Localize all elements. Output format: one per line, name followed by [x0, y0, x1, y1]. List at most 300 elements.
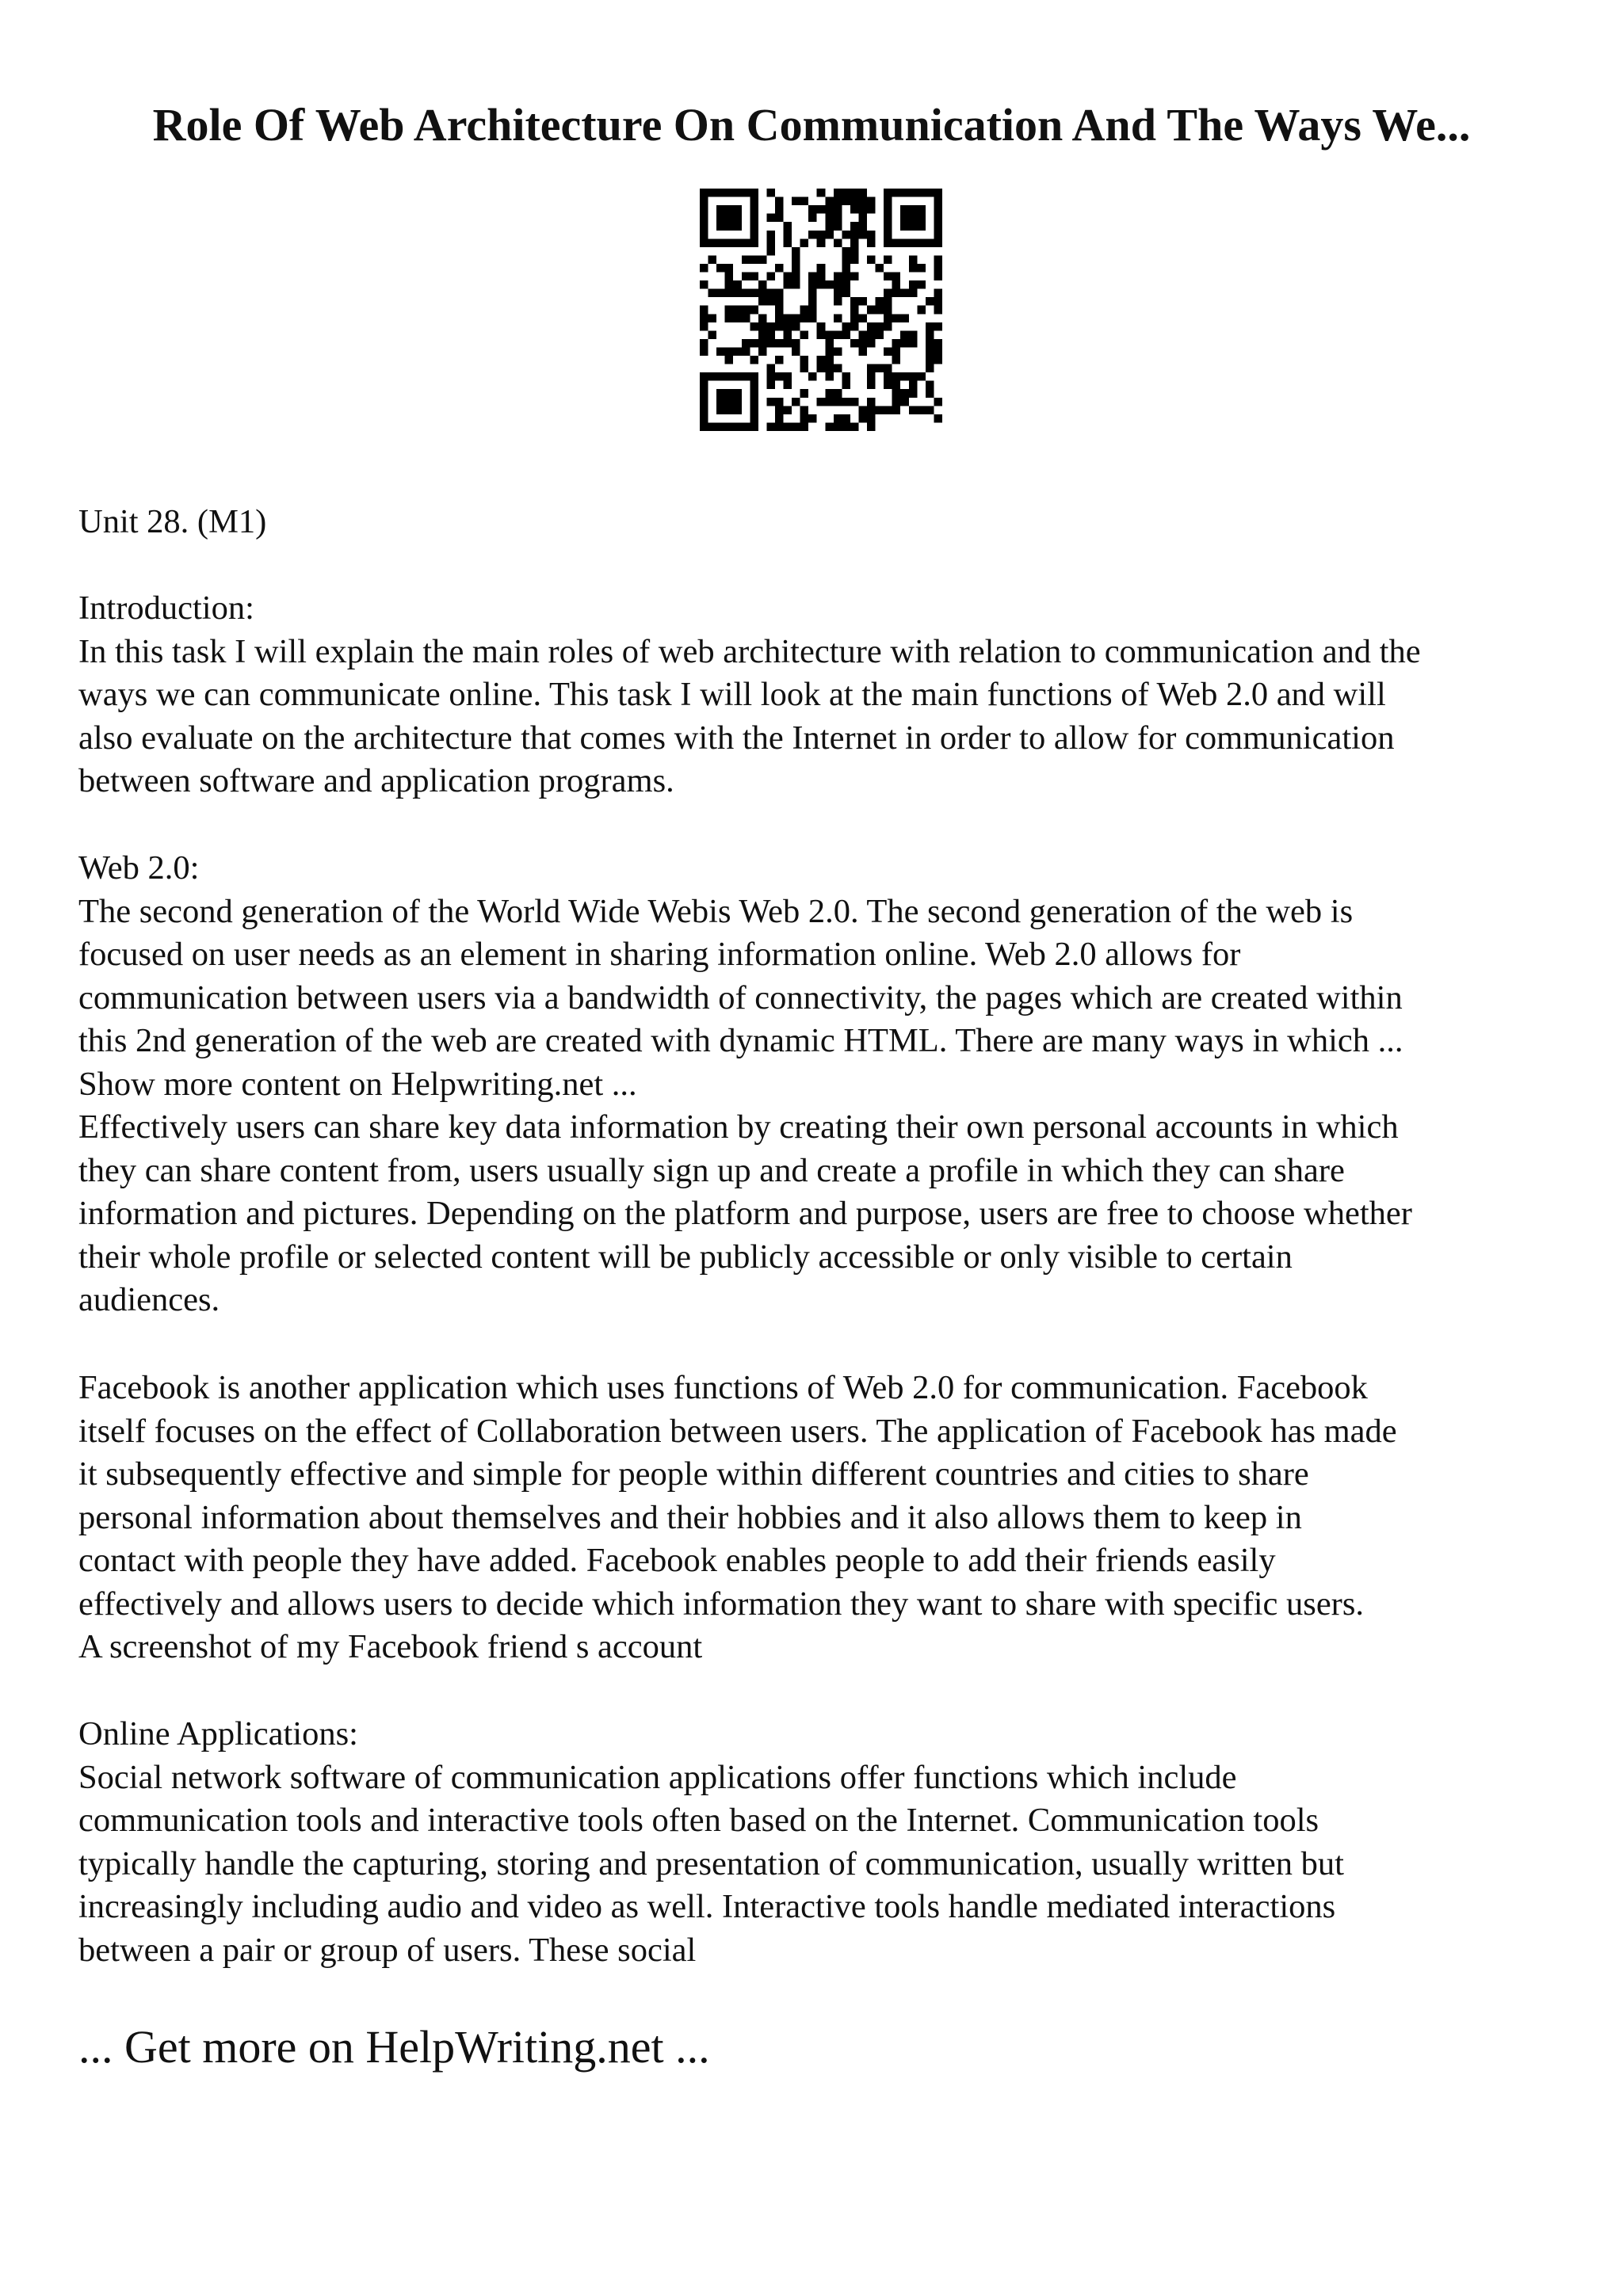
- qr-module: [784, 314, 792, 322]
- qr-module: [700, 280, 708, 289]
- qr-module: [884, 322, 892, 331]
- qr-module: [850, 231, 859, 239]
- qr-module: [766, 289, 775, 298]
- qr-module: [858, 231, 867, 239]
- qr-module: [792, 347, 800, 356]
- qr-module: [742, 289, 750, 298]
- qr-module: [850, 297, 859, 306]
- qr-module: [808, 273, 817, 281]
- qr-module: [766, 297, 775, 306]
- qr-code-icon: [700, 189, 942, 431]
- qr-module: [917, 189, 926, 197]
- qr-module: [892, 189, 901, 197]
- qr-module: [792, 264, 800, 273]
- qr-module: [909, 189, 918, 197]
- qr-module: [716, 222, 725, 231]
- qr-module: [750, 255, 758, 264]
- qr-module: [758, 314, 767, 322]
- qr-module: [742, 422, 750, 431]
- qr-module: [917, 264, 926, 273]
- qr-module: [825, 197, 834, 206]
- qr-module: [876, 297, 884, 306]
- qr-module: [708, 238, 717, 247]
- qr-module: [892, 339, 901, 348]
- qr-module: [725, 306, 734, 315]
- qr-module: [926, 347, 934, 356]
- qr-module: [750, 339, 758, 348]
- qr-module: [834, 398, 842, 406]
- qr-module: [867, 255, 876, 264]
- qr-module: [750, 214, 758, 223]
- qr-module: [725, 214, 734, 223]
- qr-module: [825, 330, 834, 339]
- paragraph-line: personal information about themselves and their hobbies and it also allows them to keep in: [78, 1498, 1302, 1536]
- qr-module: [842, 255, 850, 264]
- qr-module: [725, 222, 734, 231]
- qr-module: [892, 347, 901, 356]
- qr-module: [926, 238, 934, 247]
- qr-module: [725, 264, 734, 273]
- qr-module: [800, 356, 809, 364]
- qr-module: [792, 255, 800, 264]
- qr-module: [817, 231, 826, 239]
- qr-module: [784, 372, 792, 381]
- qr-module: [926, 189, 934, 197]
- qr-module: [842, 197, 850, 206]
- paragraph-line: ways we can communicate online. This task I will look at the main functions of Web 2.0 and will: [78, 676, 1386, 713]
- qr-module: [808, 306, 817, 315]
- qr-module: [884, 297, 892, 306]
- qr-module: [909, 372, 918, 381]
- paragraph-line: effectively and allows users to decide which information they want to share with specific users.: [78, 1585, 1364, 1623]
- qr-module: [909, 339, 918, 348]
- qr-module: [750, 381, 758, 390]
- paragraph-line: communication tools and interactive tools often based on the Internet. Communication tools: [78, 1802, 1319, 1839]
- qr-module: [892, 356, 901, 364]
- paragraph-line: Social network software of communication applications offer functions which include: [78, 1758, 1237, 1796]
- qr-module: [792, 247, 800, 256]
- qr-module: [926, 322, 934, 331]
- introduction-section: [78, 587, 1568, 803]
- qr-module: [708, 289, 717, 298]
- qr-module: [884, 189, 892, 197]
- qr-module: [876, 330, 884, 339]
- qr-module: [733, 347, 742, 356]
- qr-module: [917, 306, 926, 315]
- qr-module: [775, 339, 784, 348]
- qr-module: [708, 189, 717, 197]
- qr-module: [825, 280, 834, 289]
- section-heading: Online Applications:: [78, 1715, 358, 1753]
- qr-module: [858, 314, 867, 322]
- qr-module: [858, 406, 867, 414]
- qr-module: [867, 422, 876, 431]
- qr-module: [750, 238, 758, 247]
- qr-module: [900, 214, 909, 223]
- qr-module: [700, 381, 708, 390]
- qr-module: [934, 273, 942, 281]
- qr-module: [934, 356, 942, 364]
- paragraph-line: increasingly including audio and video as well. Interactive tools handle mediated interactions: [78, 1888, 1336, 1925]
- qr-module: [808, 372, 817, 381]
- qr-module: [766, 273, 775, 281]
- qr-module: [934, 231, 942, 239]
- qr-module: [825, 214, 834, 223]
- qr-module: [909, 255, 918, 264]
- qr-module: [725, 356, 734, 364]
- qr-module: [725, 372, 734, 381]
- qr-module: [934, 205, 942, 214]
- qr-module: [808, 414, 817, 423]
- qr-module: [817, 205, 826, 214]
- qr-module: [892, 398, 901, 406]
- qr-module: [742, 238, 750, 247]
- qr-module: [926, 339, 934, 348]
- qr-module: [834, 414, 842, 423]
- qr-module: [934, 322, 942, 331]
- qr-module: [858, 414, 867, 423]
- qr-module: [867, 197, 876, 206]
- qr-module: [742, 255, 750, 264]
- qr-module: [775, 398, 784, 406]
- qr-module: [909, 330, 918, 339]
- qr-module: [842, 273, 850, 281]
- qr-module: [934, 414, 942, 423]
- qr-module: [842, 330, 850, 339]
- qr-module: [884, 222, 892, 231]
- qr-module: [750, 389, 758, 398]
- qr-module: [725, 238, 734, 247]
- qr-module: [775, 197, 784, 206]
- qr-module: [766, 322, 775, 331]
- qr-module: [792, 197, 800, 206]
- qr-module: [700, 347, 708, 356]
- qr-module: [700, 422, 708, 431]
- web20-section: [78, 847, 1568, 1322]
- qr-module: [834, 364, 842, 373]
- qr-module: [700, 398, 708, 406]
- qr-module: [867, 330, 876, 339]
- qr-module: [808, 205, 817, 214]
- qr-module: [917, 406, 926, 414]
- qr-module: [884, 255, 892, 264]
- qr-module: [817, 330, 826, 339]
- qr-module: [775, 306, 784, 315]
- qr-module: [733, 372, 742, 381]
- qr-module: [700, 414, 708, 423]
- qr-module: [858, 205, 867, 214]
- qr-module: [750, 422, 758, 431]
- qr-module: [700, 389, 708, 398]
- qr-module: [733, 389, 742, 398]
- paragraph-line: it subsequently effective and simple for people within different countries and cities to share: [78, 1455, 1309, 1493]
- qr-module: [800, 330, 809, 339]
- qr-module: [850, 247, 859, 256]
- qr-module: [700, 214, 708, 223]
- qr-module: [750, 356, 758, 364]
- section-heading: Web 2.0:: [78, 849, 200, 887]
- qr-module: [708, 330, 717, 339]
- qr-module: [700, 372, 708, 381]
- qr-module: [700, 264, 708, 273]
- qr-module: [750, 197, 758, 206]
- qr-module: [834, 205, 842, 214]
- qr-module: [817, 280, 826, 289]
- paragraph-line: In this task I will explain the main roles of web architecture with relation to communication and the: [78, 632, 1421, 670]
- page-title: Role Of Web Architecture On Communication And The Ways We...: [152, 99, 1471, 151]
- qr-module: [900, 238, 909, 247]
- qr-module: [825, 231, 834, 239]
- qr-module: [842, 289, 850, 298]
- qr-module: [766, 381, 775, 390]
- qr-module: [775, 414, 784, 423]
- qr-module: [708, 314, 717, 322]
- qr-module: [842, 231, 850, 239]
- unit-label: Unit 28. (M1): [78, 503, 267, 540]
- qr-module: [834, 197, 842, 206]
- qr-module: [742, 306, 750, 315]
- qr-module: [917, 280, 926, 289]
- qr-module: [733, 406, 742, 414]
- qr-module: [750, 414, 758, 423]
- qr-module: [825, 205, 834, 214]
- paragraph-line: information and pictures. Depending on the platform and purpose, users are free to choose whether: [78, 1195, 1412, 1232]
- qr-module: [867, 238, 876, 247]
- qr-module: [926, 364, 934, 373]
- qr-module: [850, 197, 859, 206]
- qr-module: [775, 372, 784, 381]
- paragraph-line: typically handle the capturing, storing and presentation of communication, usually written but: [78, 1844, 1344, 1882]
- qr-module: [775, 297, 784, 306]
- qr-module: [884, 214, 892, 223]
- qr-module: [892, 381, 901, 390]
- qr-module: [742, 273, 750, 281]
- qr-module: [926, 297, 934, 306]
- qr-module: [909, 264, 918, 273]
- qr-module: [909, 280, 918, 289]
- qr-module: [842, 422, 850, 431]
- qr-module: [700, 222, 708, 231]
- qr-module: [784, 422, 792, 431]
- qr-module: [708, 255, 717, 264]
- qr-module: [926, 330, 934, 339]
- qr-module: [716, 347, 725, 356]
- qr-module: [842, 372, 850, 381]
- qr-module: [884, 372, 892, 381]
- qr-module: [917, 372, 926, 381]
- qr-module: [758, 339, 767, 348]
- qr-module: [742, 347, 750, 356]
- qr-module: [834, 189, 842, 197]
- qr-module: [725, 280, 734, 289]
- qr-module: [909, 222, 918, 231]
- qr-module: [784, 231, 792, 239]
- qr-module: [716, 398, 725, 406]
- qr-module: [750, 205, 758, 214]
- paragraph-line: Facebook is another application which uses functions of Web 2.0 for communication. Facebook: [78, 1369, 1368, 1406]
- qr-module: [867, 231, 876, 239]
- qr-module: [784, 322, 792, 331]
- qr-module: [834, 222, 842, 231]
- qr-module: [834, 330, 842, 339]
- qr-module: [792, 422, 800, 431]
- qr-module: [750, 231, 758, 239]
- qr-module: [766, 339, 775, 348]
- qr-module: [909, 214, 918, 223]
- qr-module: [750, 222, 758, 231]
- paragraph-line: communication between users via a bandwidth of connectivity, the pages which are created within: [78, 978, 1403, 1016]
- qr-module: [750, 189, 758, 197]
- qr-module: [750, 372, 758, 381]
- qr-module: [892, 238, 901, 247]
- qr-module: [934, 264, 942, 273]
- qr-module: [850, 322, 859, 331]
- qr-module: [775, 264, 784, 273]
- qr-module: [725, 406, 734, 414]
- get-more-link[interactable]: ... Get more on HelpWriting.net ...: [78, 2021, 710, 2073]
- qr-module: [858, 330, 867, 339]
- qr-module: [766, 247, 775, 256]
- qr-module: [784, 238, 792, 247]
- qr-module: [775, 205, 784, 214]
- qr-module: [858, 347, 867, 356]
- qr-module: [917, 238, 926, 247]
- qr-module: [934, 347, 942, 356]
- qr-module: [884, 289, 892, 298]
- qr-module: [750, 306, 758, 315]
- paragraph-line: contact with people they have added. Facebook enables people to add their friends easily: [78, 1542, 1276, 1579]
- qr-module: [867, 398, 876, 406]
- qr-module: [850, 222, 859, 231]
- qr-module: [700, 231, 708, 239]
- qr-module: [784, 280, 792, 289]
- qr-module: [775, 314, 784, 322]
- qr-module: [834, 314, 842, 322]
- qr-module: [934, 306, 942, 315]
- qr-module: [900, 398, 909, 406]
- qr-module: [909, 389, 918, 398]
- qr-module: [817, 189, 826, 197]
- qr-module: [892, 372, 901, 381]
- qr-module: [884, 273, 892, 281]
- paragraph-line: this 2nd generation of the web are created with dynamic HTML. There are many ways in which ...: [78, 1022, 1403, 1059]
- qr-module: [700, 205, 708, 214]
- qr-module: [733, 280, 742, 289]
- qr-module: [850, 398, 859, 406]
- qr-module: [842, 322, 850, 331]
- qr-module: [825, 364, 834, 373]
- paragraph-line: between a pair or group of users. These social: [78, 1931, 697, 1969]
- qr-module: [834, 289, 842, 298]
- qr-module: [733, 205, 742, 214]
- online-applications-section: [78, 1713, 1568, 1972]
- qr-module: [708, 422, 717, 431]
- qr-module: [934, 214, 942, 223]
- qr-module: [825, 398, 834, 406]
- qr-module: [733, 238, 742, 247]
- paragraph-line: also evaluate on the architecture that comes with the Internet in order to allow for communication: [78, 719, 1395, 757]
- qr-module: [884, 238, 892, 247]
- qr-module: [800, 414, 809, 423]
- qr-module: [775, 322, 784, 331]
- qr-module: [884, 197, 892, 206]
- qr-module: [900, 314, 909, 322]
- qr-module: [758, 322, 767, 331]
- qr-module: [867, 414, 876, 423]
- qr-module: [725, 314, 734, 322]
- qr-module: [725, 189, 734, 197]
- qr-module: [884, 364, 892, 373]
- qr-module: [800, 406, 809, 414]
- qr-module: [884, 406, 892, 414]
- show-more-link: Effectively users can share key data information by creating their own personal accounts in which: [78, 1108, 1399, 1146]
- qr-module: [858, 197, 867, 206]
- qr-module: [825, 389, 834, 398]
- qr-module: [775, 406, 784, 414]
- qr-module: [867, 339, 876, 348]
- qr-module: [800, 364, 809, 373]
- qr-module: [917, 214, 926, 223]
- qr-module: [775, 289, 784, 298]
- qr-module: [909, 238, 918, 247]
- qr-module: [716, 214, 725, 223]
- qr-module: [808, 214, 817, 223]
- qr-module: [725, 205, 734, 214]
- qr-module: [808, 314, 817, 322]
- qr-module: [934, 398, 942, 406]
- qr-module: [784, 273, 792, 281]
- qr-module: [750, 289, 758, 298]
- qr-module: [808, 231, 817, 239]
- qr-module: [792, 280, 800, 289]
- qr-module: [900, 389, 909, 398]
- qr-module: [792, 273, 800, 281]
- qr-module: [876, 406, 884, 414]
- qr-module: [716, 189, 725, 197]
- qr-module: [725, 289, 734, 298]
- qr-module: [926, 381, 934, 390]
- qr-module: [909, 289, 918, 298]
- qr-module: [884, 381, 892, 390]
- qr-module: [834, 389, 842, 398]
- qr-module: [750, 406, 758, 414]
- qr-module: [892, 406, 901, 414]
- qr-module: [716, 422, 725, 431]
- qr-module: [892, 273, 901, 281]
- qr-module: [842, 414, 850, 423]
- qr-module: [784, 406, 792, 414]
- qr-module: [716, 264, 725, 273]
- qr-module: [842, 189, 850, 197]
- qr-module: [842, 280, 850, 289]
- qr-module: [800, 314, 809, 322]
- qr-module: [900, 205, 909, 214]
- qr-module: [733, 222, 742, 231]
- qr-module: [934, 222, 942, 231]
- qr-module: [926, 356, 934, 364]
- qr-module: [700, 189, 708, 197]
- qr-module: [825, 222, 834, 231]
- qr-module: [850, 205, 859, 214]
- section-heading: Introduction:: [78, 589, 254, 627]
- qr-module: [934, 297, 942, 306]
- qr-module: [850, 422, 859, 431]
- qr-module: [766, 372, 775, 381]
- qr-module: [800, 422, 809, 431]
- qr-module: [725, 422, 734, 431]
- qr-module: [850, 238, 859, 247]
- qr-module: [926, 389, 934, 398]
